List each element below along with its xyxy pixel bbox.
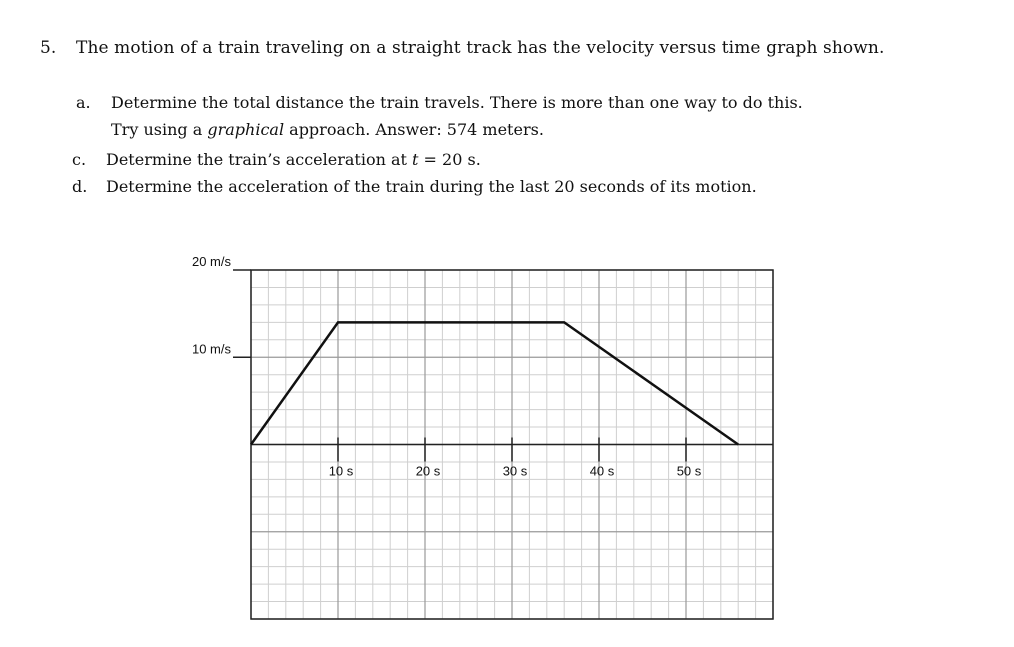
- part-a-line1: Determine the total distance the train travels. There is more than one way to do this.: [111, 93, 803, 112]
- x-tick-label: 50 s: [676, 463, 702, 479]
- x-tick-label: 20 s: [415, 463, 441, 479]
- part-d-text: Determine the acceleration of the train during the last 20 seconds of its motion.: [106, 177, 757, 196]
- part-a-line2-italic: graphical: [207, 120, 285, 139]
- x-axis-ticks: [329, 438, 702, 479]
- part-a-letter: a.: [76, 93, 91, 112]
- y-tick-label: 10 m/s: [191, 341, 231, 357]
- y-axis-ticks: [192, 254, 251, 357]
- x-tick-label: 40 s: [589, 463, 615, 479]
- part-c-text-pre: Determine the train’s acceleration at: [106, 150, 413, 169]
- question-number: 5.: [40, 38, 57, 58]
- x-tick-label: 30 s: [502, 463, 528, 479]
- part-a-line2-post: approach. Answer: 574 meters.: [284, 120, 544, 139]
- part-c-letter: c.: [72, 150, 87, 169]
- question-stem: The motion of a train traveling on a straight track has the velocity versus time graph shown.: [76, 38, 885, 58]
- part-a-line2-pre: Try using a: [111, 120, 208, 139]
- x-tick-label: 10 s: [328, 463, 354, 479]
- part-c-text-post: = 20 s.: [418, 150, 481, 169]
- part-c-text-var: t: [412, 150, 419, 169]
- y-tick-label: 20 m/s: [191, 254, 231, 269]
- part-d-letter: d.: [72, 177, 88, 196]
